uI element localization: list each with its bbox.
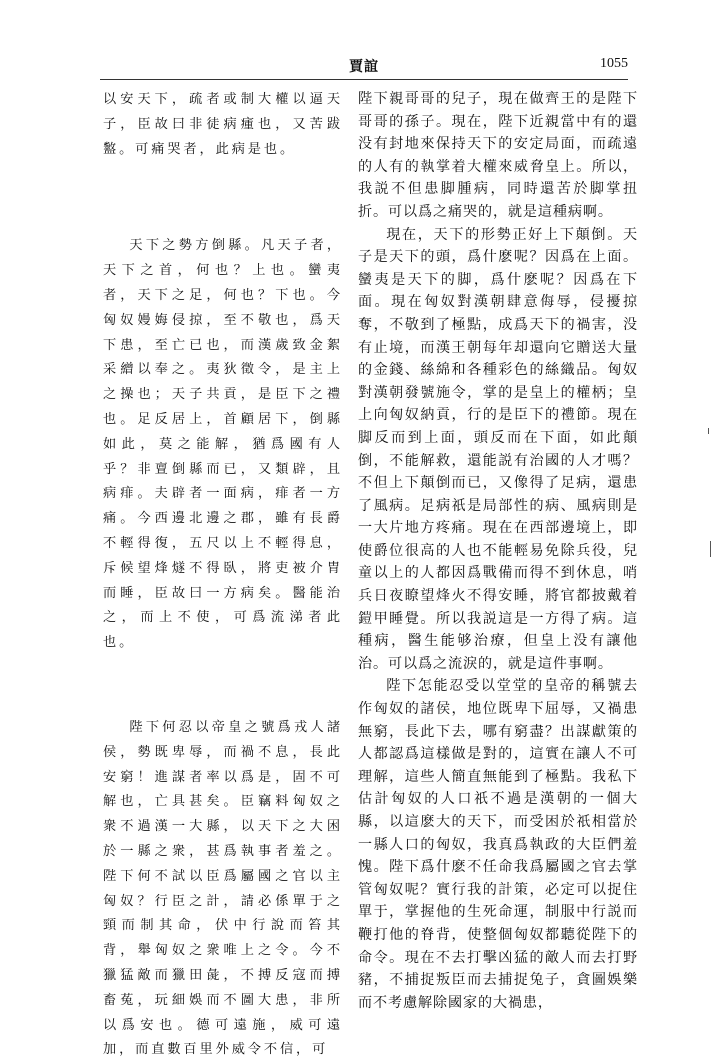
original-paragraph: 陛下何忍以帝皇之號爲戎人諸侯，勢既卑辱，而禍不息，長此安窮！進謀者率以爲是，固不可解也，亡具甚矣。臣竊料匈奴之衆不過漢一大縣，以天下之大困於一縣之衆，甚爲執事者羞之。陛下何不試以臣爲屬國之官以主匈奴？行臣之計，請必係單于之頸而制其命，伏中行說而笞其背，舉匈奴之衆唯上之令。今不獵猛敵而獵田彘，不搏反寇而搏畜菟，玩細娛而不圖大患，非所以爲安也。德可遠施，威可遠加，而直數百里外威令不信，可 — [103, 719, 343, 1058]
translation-paragraph: 現在，天下的形勢正好上下顛倒。天子是天下的頭，爲什麽呢？因爲在上面。蠻夷是天下的脚，爲什麽呢？因爲在下面。現在匈奴對漢朝肆意侮辱，侵擾掠奪，不敬到了極點，成爲天下的禍害，没有止境，而漢王朝每年却還向它贈送大量的金錢、絲綿和各種彩色的絲織品。匈奴對漢朝發號施令，掌的是皇上的權柄；皇上向匈奴納貢，行的是臣下的禮節。現在脚反而到上面，頭反而在下面，如此顛倒，不能解救，還能説有治國的人才嗎？不但上下顛倒而已，又像得了足病，還患了風病。足病祇是局部性的病、風病則是一大片地方疼痛。現在在西部邊境上，即使爵位很高的人也不能輕易免除兵役，兒童以上的人都因爲戰備而得不到休息，哨兵日夜瞭望烽火不得安睡，將官都披戴着鎧甲睡覺。所以我説這是一方得了病。這種病，醫生能够治療，但皇上没有讓他治。可以爲之流淚的，就是這件事啊。 — [358, 226, 638, 672]
scan-edge-mark — [708, 428, 709, 434]
translation-paragraph-continuation: 陛下親哥哥的兒子，現在做齊王的是陛下哥哥的孫子。現在，陛下近親當中有的還没有封地來保持天下的安定局面，而疏遠的人有的執掌着大權來威脅皇上。所以，我説不但患脚腫病，同時還苦於脚掌扭折。可以爲之痛哭的，就是這種病啊。 — [358, 91, 638, 220]
original-paragraph: 天下之勢方倒縣。凡天子者，天下之首，何也？上也。蠻夷者，天下之足，何也？下也。今匈奴嫚娒侵掠，至不敬也，爲天下患，至亡已也，而漢歲致金絮采繒以奉之。夷狄徵令，是主上之操也；天子共貢，是臣下之禮也。足反居上，首顧居下，倒縣如此，莫之能解，猶爲國有人乎？非亶倒縣而已，又類辟，且病痱。夫辟者一面病，痱者一方痛。今西邊北邊之郡，雖有長爵不輕得復，五尺以上不輕得息，斥候望烽燧不得臥，將吏被介胄而睡，臣故曰一方病矣。醫能治之，而上不使，可爲流涕者此也。 — [103, 238, 343, 651]
original-text-column — [103, 88, 343, 1063]
translation-paragraph: 陛下怎能忍受以堂堂的皇帝的稱號去作匈奴的諸侯，地位既卑下屈辱，又禍患無窮，長此下去，哪有窮盡？出謀獻策的人都認爲這樣做是對的，這實在讓人不可理解，這些人簡直無能到了極點。我私下估計匈奴的人口祇不過是漢朝的一個大縣，以這麽大的天下，而受困於祇相當於一縣人口的匈奴，我真爲執政的大臣們羞愧。陛下爲什麽不任命我爲屬國之官去掌管匈奴呢？實行我的計策，必定可以捉住單于，掌握他的生死命運，制服中行説而鞭打他的脊背，使整個匈奴都聽從陛下的命令。現在不去打擊凶猛的敵人而去打野豬，不捕捉叛臣而去捕捉兔子，貪圖娛樂而不考慮解除國家的大禍患， — [358, 678, 638, 1011]
header-rule — [100, 79, 628, 80]
paragraph-gap — [103, 656, 343, 716]
paragraph-gap — [103, 162, 343, 234]
original-paragraph-continuation: 以安天下，疏者或制大權以逼天子，臣故曰非徒病瘇也，又苦跋盭。可痛哭者，此病是也。 — [103, 92, 343, 157]
page-number: 1055 — [600, 56, 628, 71]
running-title: 賈誼 — [349, 59, 379, 75]
scan-edge-mark — [710, 541, 711, 557]
page-header — [100, 56, 628, 76]
translation-column — [358, 88, 638, 1014]
